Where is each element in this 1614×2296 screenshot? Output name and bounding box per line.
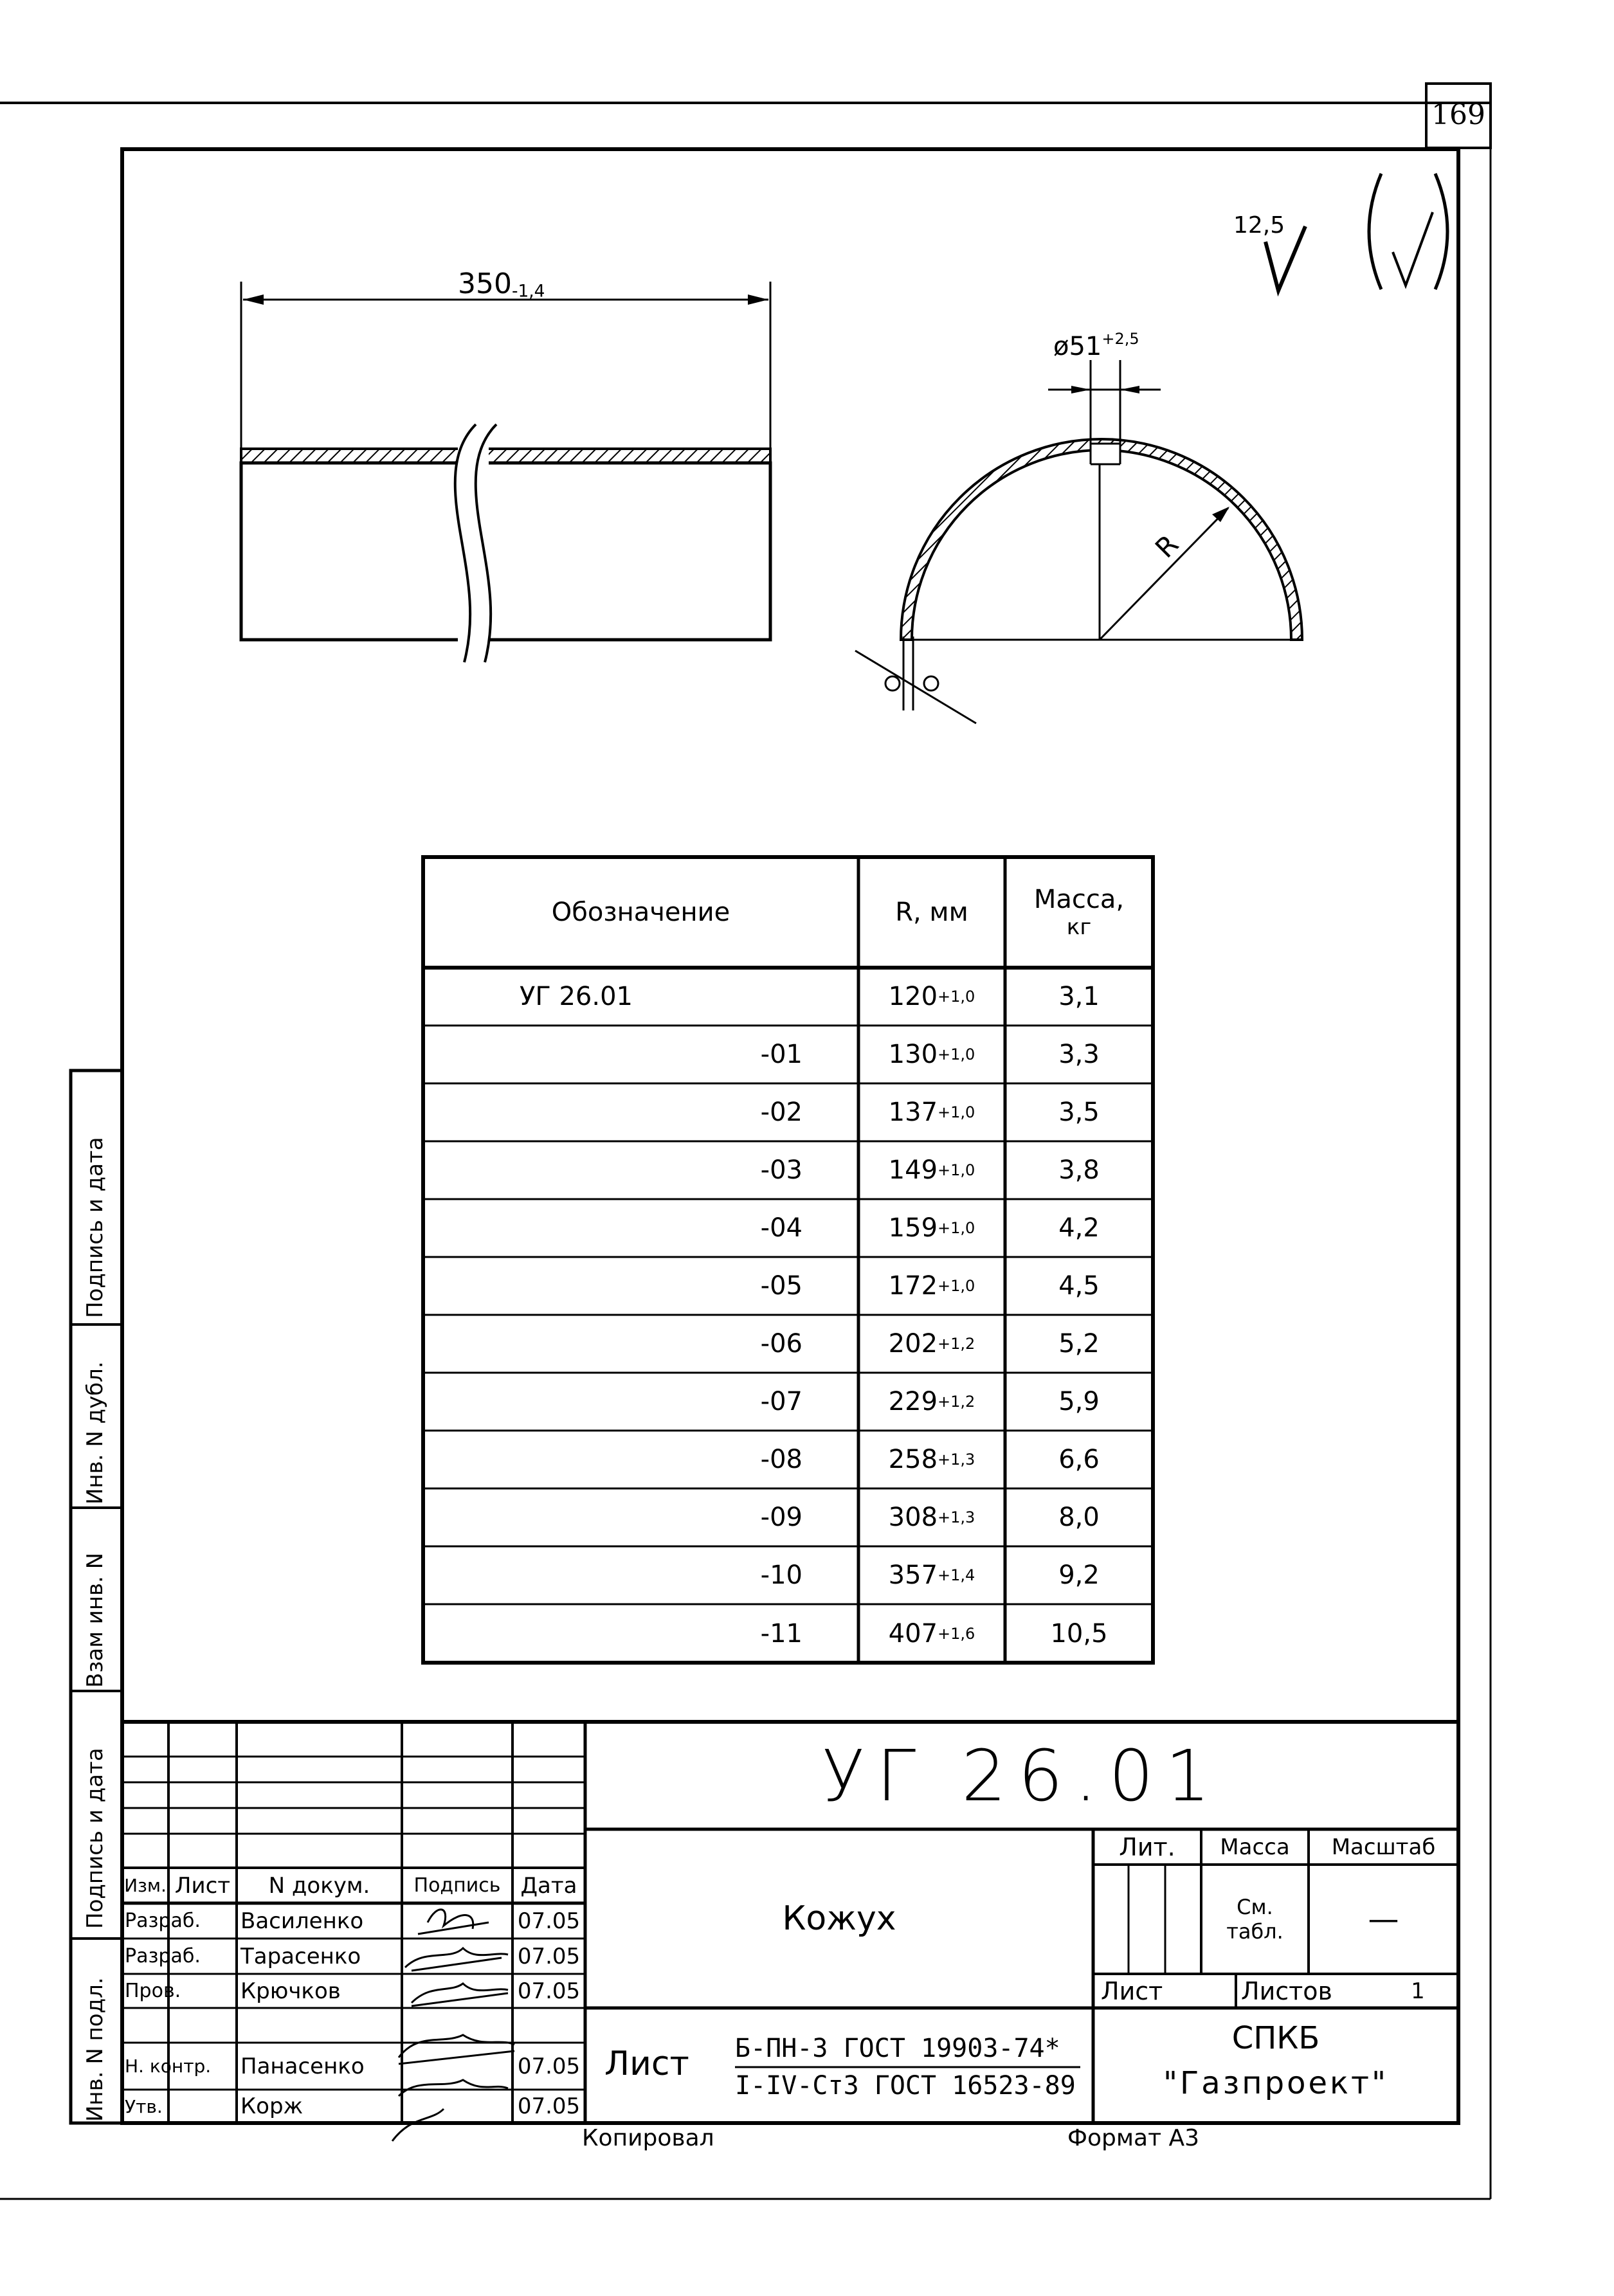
row-designation: -06 [760, 1329, 802, 1359]
row-mass: 9,2 [1058, 1560, 1100, 1590]
format-label: Формат А3 [1067, 2125, 1200, 2151]
side-stamp-inv-original: Инв. N подл. [82, 1977, 108, 2122]
row-designation: -10 [760, 1560, 802, 1590]
row-radius: 202 +1,2 [888, 1329, 975, 1359]
header-radius: R, мм [895, 898, 968, 927]
part-name: Кожух [782, 1899, 896, 1938]
row-designation: -01 [760, 1040, 802, 1069]
org-line2: "Газпроект" [1163, 2065, 1389, 2101]
name-developer-2: Тарасенко [240, 1943, 361, 1969]
length-dimension [458, 267, 545, 300]
row-mass: 6,6 [1058, 1445, 1100, 1474]
row-mass: 4,5 [1058, 1271, 1100, 1301]
row-designation: -09 [760, 1503, 802, 1532]
name-checker: Крючков [240, 1978, 341, 2004]
row-radius-value: 308 [888, 1503, 938, 1532]
name-developer: Василенко [240, 1908, 364, 1934]
row-radius-value: 357 [888, 1560, 938, 1590]
mass-label: Масса [1220, 1834, 1290, 1860]
row-radius: 120 +1,0 [888, 982, 975, 1011]
slot-tolerance: +2,5 [1102, 330, 1139, 348]
row-mass: 3,8 [1058, 1155, 1100, 1185]
page-number: 169 [1431, 98, 1485, 131]
col-date: Дата [520, 1872, 577, 1899]
row-radius-value: 159 [888, 1213, 938, 1243]
slot-dimension [1053, 332, 1139, 361]
row-radius: 229 +1,2 [888, 1387, 975, 1416]
mass-value-line2: табл. [1226, 1919, 1283, 1944]
row-mass: 8,0 [1058, 1503, 1100, 1532]
row-designation: -05 [760, 1271, 802, 1301]
row-radius: 172 +1,0 [888, 1271, 975, 1301]
header-mass [1005, 857, 1153, 968]
row-mass: 4,2 [1058, 1213, 1100, 1243]
radius-label: R [1148, 528, 1185, 565]
row-mass: 3,5 [1058, 1098, 1100, 1127]
row-mass: 5,9 [1058, 1387, 1100, 1416]
role-developer-2: Разраб. [125, 1945, 201, 1967]
date-developer: 07.05 [517, 1908, 581, 1934]
col-izm: Изм. [124, 1875, 167, 1896]
sheet-label: Лист [1101, 1976, 1163, 2005]
header-mass-line2: кг [1066, 914, 1092, 940]
material-line1: Б-ПН-3 ГОСТ 19903-74* [735, 2034, 1060, 2063]
role-norm-control: Н. контр. [125, 2056, 212, 2077]
material-prefix: Лист [604, 2045, 689, 2083]
scale-value: — [1368, 1901, 1399, 1937]
date-approver: 07.05 [517, 2093, 581, 2119]
date-developer-2: 07.05 [517, 1943, 581, 1969]
document-designation: УГ 26.01 [821, 1734, 1222, 1817]
row-radius: 357 +1,4 [888, 1560, 975, 1590]
row-radius: 130 +1,0 [888, 1040, 975, 1069]
col-doc: N докум. [268, 1872, 370, 1899]
row-radius: 137 +1,0 [888, 1098, 975, 1127]
mass-value [1201, 1865, 1309, 1974]
col-sign: Подпись [413, 1874, 501, 1897]
lit-label: Лит. [1119, 1832, 1175, 1861]
row-radius-value: 149 [888, 1155, 938, 1185]
side-stamp-replacement-inv: Взам инв. N [82, 1552, 108, 1688]
row-mass: 3,3 [1058, 1040, 1100, 1069]
row-designation: -03 [760, 1155, 802, 1185]
row-radius-value: 202 [888, 1329, 938, 1359]
date-norm-control: 07.05 [517, 2053, 581, 2079]
row-designation: -02 [760, 1098, 802, 1127]
copied-label: Копировал [582, 2125, 714, 2151]
row-radius-value: 172 [888, 1271, 938, 1301]
row-designation: -04 [760, 1213, 802, 1243]
roughness-value: 12,5 [1233, 212, 1285, 239]
row-mass: 3,1 [1058, 982, 1100, 1011]
row-designation: -07 [760, 1387, 802, 1416]
side-stamp-signature-date-1: Подпись и дата [82, 1748, 108, 1929]
name-approver: Корж [240, 2093, 304, 2119]
row-radius: 258 +1,3 [888, 1445, 975, 1474]
row-radius-value: 120 [888, 982, 938, 1011]
sheets-value: 1 [1411, 1978, 1425, 2004]
name-norm-control: Панасенко [240, 2053, 365, 2079]
length-value: 350 [458, 267, 512, 300]
org-line1: СПКБ [1231, 2020, 1320, 2056]
header-designation: Обозначение [551, 898, 730, 927]
row-designation: УГ 26.01 [520, 982, 633, 1011]
row-radius: 149 +1,0 [888, 1155, 975, 1185]
row-radius-value: 229 [888, 1387, 938, 1416]
row-radius-value: 258 [888, 1445, 938, 1474]
row-mass: 10,5 [1050, 1618, 1108, 1649]
row-designation: -08 [760, 1445, 802, 1474]
role-developer: Разраб. [125, 1910, 201, 1932]
side-stamp-signature-date-2: Подпись и дата [82, 1137, 108, 1318]
row-designation: -11 [760, 1618, 802, 1649]
scale-label: Масштаб [1331, 1834, 1436, 1860]
row-radius: 308 +1,3 [888, 1503, 975, 1532]
row-radius-value: 137 [888, 1098, 938, 1127]
row-radius: 159 +1,0 [888, 1213, 975, 1243]
role-checker: Пров. [125, 1980, 181, 2002]
row-radius: 407 +1,6 [888, 1618, 975, 1649]
side-stamp-inv-duplicate: Инв. N дубл. [82, 1361, 108, 1505]
col-list: Лист [174, 1872, 231, 1899]
row-radius-value: 130 [888, 1040, 938, 1069]
header-mass-line1: Масса, [1033, 885, 1125, 914]
row-radius-value: 407 [888, 1618, 938, 1649]
length-tolerance: -1,4 [511, 281, 545, 302]
role-approver: Утв. [125, 2095, 163, 2117]
mass-value-line1: См. [1237, 1895, 1273, 1919]
row-mass: 5,2 [1058, 1329, 1100, 1359]
sheets-label: Листов [1241, 1976, 1332, 2005]
slot-value: ø51 [1053, 332, 1102, 361]
date-checker: 07.05 [517, 1978, 581, 2004]
material-line2: I-IV-Ст3 ГОСТ 16523-89 [735, 2071, 1076, 2101]
